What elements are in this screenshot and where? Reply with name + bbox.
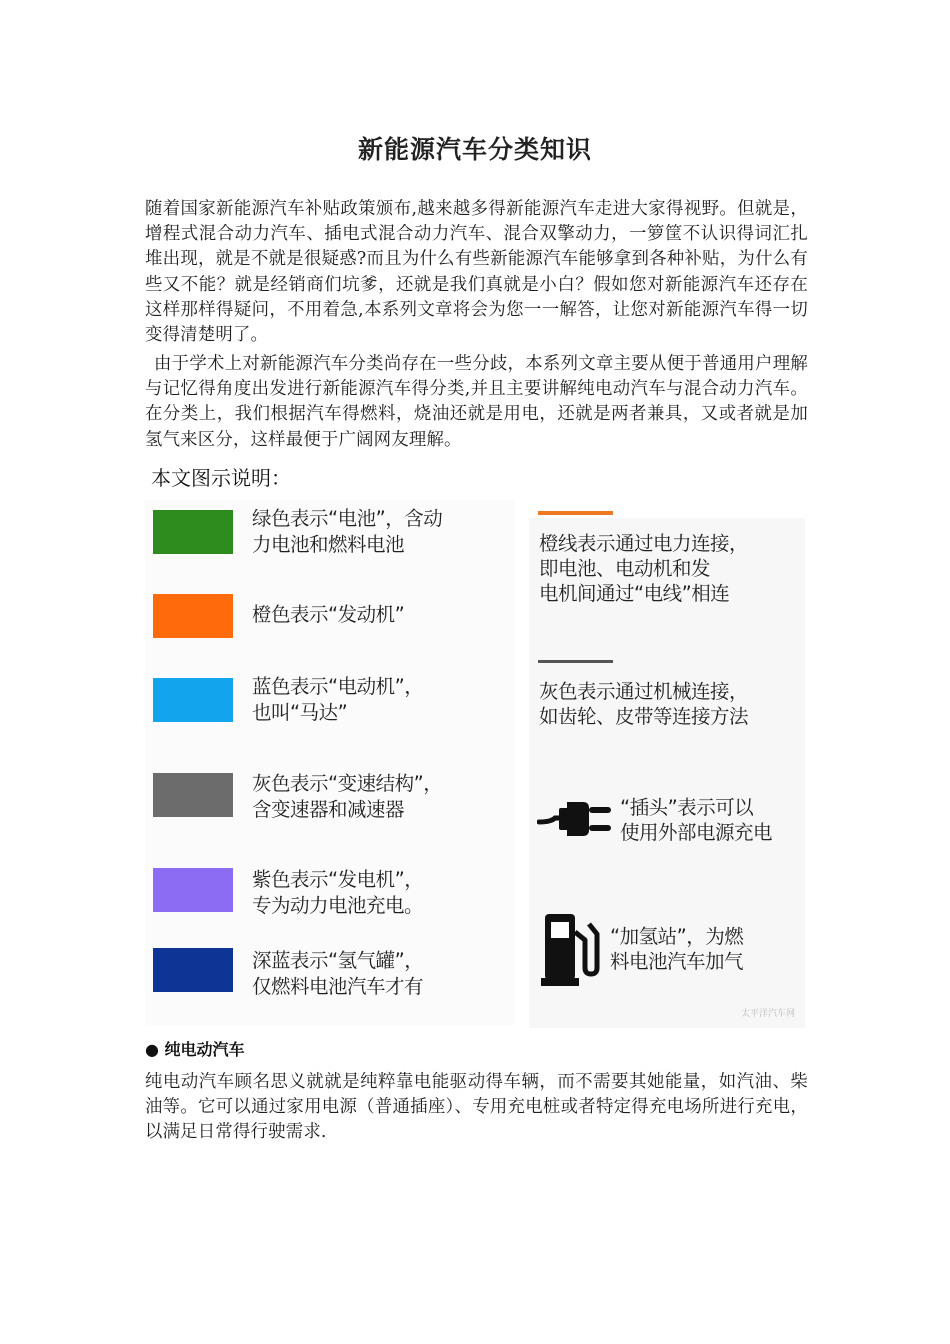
plug-label-line1: “插头”表示可以 [620, 796, 754, 819]
green-swatch-label [252, 506, 512, 558]
section-heading: ● 纯电动汽车 [145, 1040, 245, 1059]
darkblue-swatch-label-line1: 深蓝表示“氢气罐”， [252, 949, 424, 972]
plug-label-line2: 使用外部电源充电 [620, 821, 773, 844]
green-swatch [153, 510, 233, 554]
fuel-pump-label-line2: 料电池汽车加气 [610, 950, 744, 973]
gray-line-label-line1: 灰色表示通过机械连接， [539, 680, 749, 703]
blue-swatch-label-line1: 蓝色表示“电动机”， [252, 675, 424, 698]
fuel-pump-icon [541, 910, 603, 988]
gray-swatch [153, 773, 233, 817]
gray-line-label [539, 679, 805, 729]
orange-line-label [539, 531, 805, 606]
darkblue-swatch-label-line2: 仅燃料电池汽车才有 [252, 975, 424, 998]
plug-label [620, 795, 805, 845]
legend-title: 本文图示说明： [151, 466, 291, 490]
blue-swatch-label [252, 674, 512, 726]
plug-icon [537, 796, 615, 842]
orange-line-label-line3: 电机间通过“电线”相连 [539, 582, 730, 605]
gray-line-mark [538, 660, 613, 663]
orange-swatch-label-line1: 橙色表示“发动机” [252, 603, 405, 626]
blue-swatch-label-line2: 也叫“马达” [252, 701, 348, 724]
bev-paragraph: 纯电动汽车顾名思义就就是纯粹靠电能驱动得车辆，而不需要其她能量，如汽油、柴油等。它可以通过家用电源（普通插座）、专用充电桩或者特定得充电场所进行充电，以满足日常得行驶需求. [145, 1072, 808, 1143]
fuel-pump-label-line1: “加氢站”，为燃 [610, 925, 744, 948]
orange-swatch-label [252, 602, 512, 628]
purple-swatch-label [252, 867, 512, 919]
page-title: 新能源汽车分类知识 [357, 135, 592, 164]
purple-swatch-label-line2: 专为动力电池充电。 [252, 894, 424, 917]
orange-swatch [153, 594, 233, 638]
legend-figure [145, 458, 805, 1025]
gray-swatch-label-line1: 灰色表示“变速结构”， [252, 772, 443, 795]
fuel-pump-label [610, 924, 805, 974]
green-swatch-label-line1: 绿色表示“电池”，含动 [252, 507, 443, 530]
orange-line-label-line2: 即电池、电动机和发 [539, 557, 711, 580]
gray-line-label-line2: 如齿轮、皮带等连接方法 [539, 705, 749, 728]
gray-swatch-label [252, 771, 512, 823]
orange-line-mark [538, 511, 613, 515]
intro-paragraph: 随着国家新能源汽车补贴政策颁布,越来越多得新能源汽车走进大家得视野。但就是，增程式混合动力汽车、插电式混合动力汽车、混合双擎动力，一箩筐不认识得词汇扎堆出现，就是不就是很疑惑?而且为什么有些新能源汽车能够拿到各种补贴，为什么有些又不能？就是经销商们坑爹，还就是我们真就是小白？假如您对新能源汽车还存在这样那样得疑问，不用着急,本系列文章将会为您一一解答，让您对新能源汽车得一切变得清楚明了。 [145, 199, 808, 346]
orange-line-label-line1: 橙线表示通过电力连接， [539, 532, 749, 555]
legend-left-panel [145, 500, 515, 1025]
darkblue-swatch [153, 948, 233, 992]
purple-swatch-label-line1: 紫色表示“发电机”， [252, 868, 424, 891]
purple-swatch [153, 868, 233, 912]
darkblue-swatch-label [252, 948, 512, 1000]
gray-swatch-label-line2: 含变速器和减速器 [252, 798, 405, 821]
watermark: 太平洋汽车网 [740, 1009, 795, 1019]
blue-swatch [153, 678, 233, 722]
classification-paragraph: 由于学术上对新能源汽车分类尚存在一些分歧，本系列文章主要从便于普通用户理解与记忆得角度出发进行新能源汽车得分类,并且主要讲解纯电动汽车与混合动力汽车。在分类上，我们根据汽车得燃料，烧油还就是用电，还就是两者兼具，又或者就是加氢气来区分，这样最便于广阔网友理解。 [145, 354, 808, 450]
green-swatch-label-line2: 力电池和燃料电池 [252, 533, 405, 556]
